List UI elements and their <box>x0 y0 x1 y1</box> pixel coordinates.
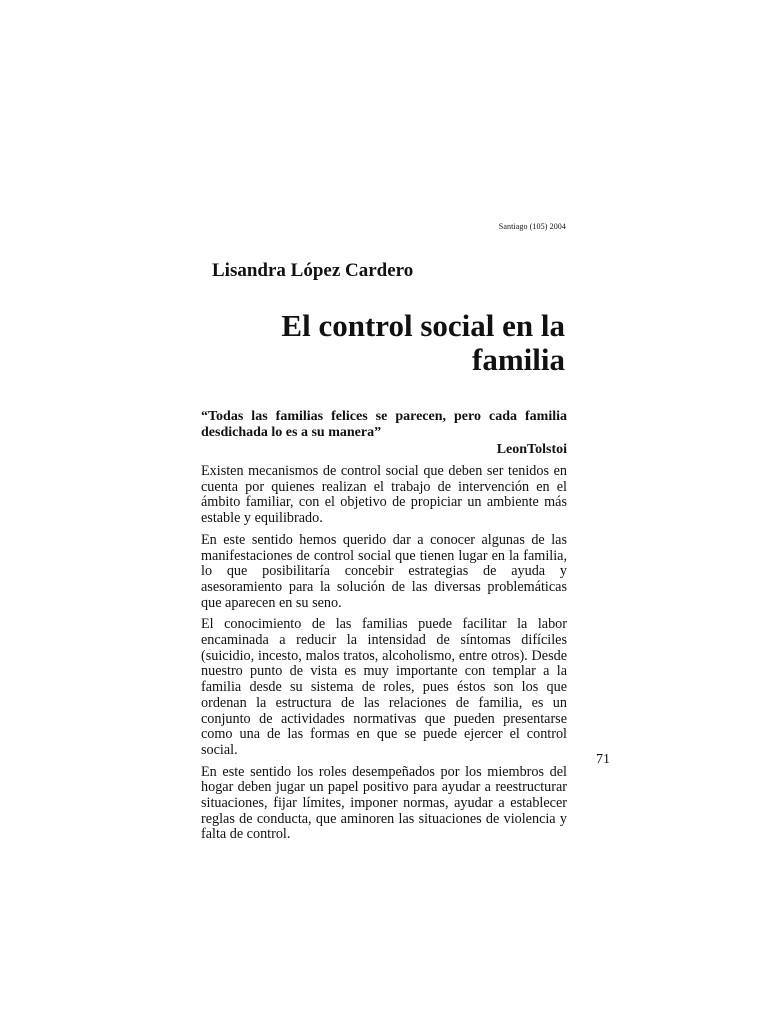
author-name: Lisandra López Cardero <box>212 260 414 281</box>
body-paragraph-1: Existen mecanismos de control social que deben ser tenidos en cuenta por quienes realizan el trabajo de intervención en el ámbito familiar, con el objetivo de propiciar un ambiente más estable y equilibrado. <box>201 463 567 527</box>
page-number: 71 <box>596 752 610 767</box>
article-title <box>185 309 565 377</box>
epigraph-attribution: LeonTolstoi <box>496 442 567 457</box>
article-title-line-2: familia <box>472 342 565 377</box>
body-paragraph-2: En este sentido hemos querido dar a conocer algunas de las manifestaciones de control social que tienen lugar en la familia, lo que posibilitaría concebir estrategias de ayuda y asesoramiento para la solución de las diversas problemáticas que aparecen en su seno. <box>201 531 567 611</box>
journal-issue-note: Santiago (105) 2004 <box>498 222 566 231</box>
article-title-line-1: El control social en la <box>281 308 565 343</box>
body-paragraph-4: En este sentido los roles desempeñados por los miembros del hogar deben jugar un papel positivo para ayudar a reestructurar situaciones, fijar límites, imponer normas, ayudar a establecer reglas de conducta, que aminoren las situaciones de violencia y falta de control. <box>201 763 567 843</box>
body-paragraph-3: El conocimiento de las familias puede facilitar la labor encaminada a reducir la intensidad de síntomas difíciles (suicidio, incesto, malos tratos, alcoholismo, entre otros). Desde nuestro punto de vista es muy importante con templar a la familia desde su sistema de roles, pues éstos son los que ordenan la estructura de las relaciones de familia, es un conjunto de actividades normativas que pueden presentarse como una de las formas en que se puede ejercer el control social. <box>201 616 567 758</box>
article-body <box>201 409 567 843</box>
epigraph-quote: “Todas las familias felices se parecen, pero cada familia desdichada lo es a su manera” <box>201 409 567 440</box>
